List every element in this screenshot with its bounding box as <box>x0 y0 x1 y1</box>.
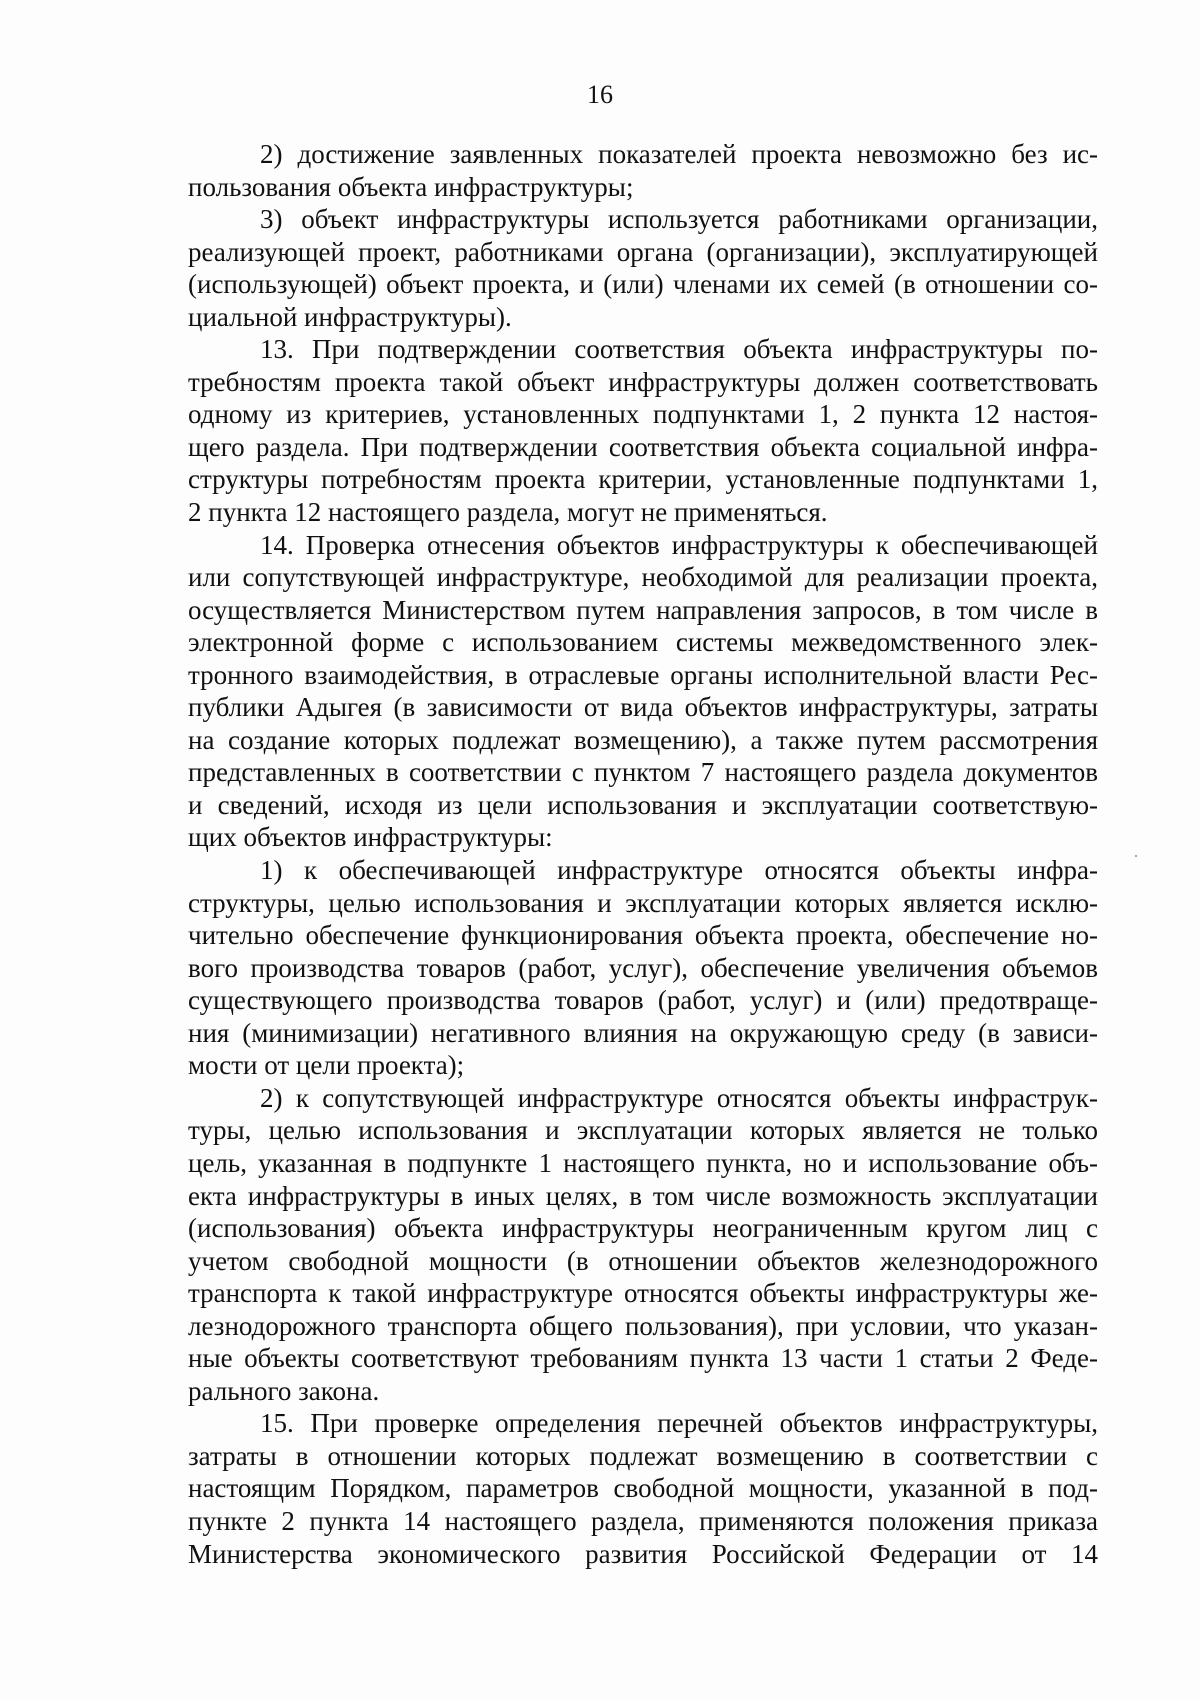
text-line: электронной форме с использованием системы межведомственного элек- <box>188 627 1098 658</box>
text-line: 2) к сопутствующей инфраструктуре относятся объекты инфраструк- <box>260 1082 1098 1113</box>
text-line: (использующей) объект проекта, и (или) членами их семей (в отношении со- <box>188 269 1098 300</box>
text-line: щего раздела. При подтверждении соответствия объекта социальной инфра- <box>188 431 1098 462</box>
text-line: 2) достижение заявленных показателей проекта невозможно без ис- <box>260 139 1098 169</box>
text-line: осуществляется Министерством путем направления запросов, в том числе в <box>188 594 1098 625</box>
text-line: лезнодорожного транспорта общего пользования), при условии, что указан- <box>188 1310 1098 1341</box>
text-line: транспорта к такой инфраструктуре относятся объекты инфраструктуры же- <box>188 1278 1098 1309</box>
text-line: или сопутствующей инфраструктуре, необходимой для реализации проекта, <box>188 562 1098 593</box>
text-line: структуры потребностям проекта критерии, установленные подпунктами 1, <box>188 464 1098 495</box>
text-line: одному из критериев, установленных подпунктами 1, 2 пункта 12 настоя- <box>188 399 1098 430</box>
text-line: (использования) объекта инфраструктуры неограниченным кругом лиц с <box>188 1213 1098 1244</box>
text-line: структуры, целью использования и эксплуатации которых является исклю- <box>188 887 1098 918</box>
text-line: мости от цели проекта); <box>188 1050 465 1081</box>
text-line: 3) объект инфраструктуры используется работниками организации, <box>260 204 1098 235</box>
text-line: учетом свободной мощности (в отношении объектов железнодорожного <box>188 1245 1098 1276</box>
text-line: 14. Проверка отнесения объектов инфраструктуры к обеспечивающей <box>260 529 1098 560</box>
text-line: цель, указанная в подпункте 1 настоящего пункта, но и использование объ- <box>188 1147 1098 1178</box>
text-line: 1) к обеспечивающей инфраструктуре относятся объекты инфра- <box>260 855 1098 886</box>
text-line: пользования объекта инфраструктуры; <box>188 171 634 202</box>
text-line: и сведений, исходя из цели использования и эксплуатации соответствую- <box>188 789 1098 820</box>
text-line: пункте 2 пункта 14 настоящего раздела, применяются положения приказа <box>188 1505 1098 1536</box>
text-line: екта инфраструктуры в иных целях, в том числе возможность эксплуатации <box>188 1180 1098 1211</box>
text-line: щих объектов инфраструктуры: <box>188 822 553 853</box>
text-line: Министерства экономического развития Российской Федерации от 14 <box>188 1538 1098 1569</box>
text-line: ния (минимизации) негативного влияния на окружающую среду (в зависи- <box>188 1017 1098 1048</box>
body-text <box>188 138 1098 1570</box>
text-line: представленных в соответствии с пунктом 7 настоящего раздела документов <box>188 757 1098 788</box>
scan-speck <box>1135 855 1137 857</box>
text-line: 2 пункта 12 настоящего раздела, могут не применяться. <box>188 497 828 528</box>
text-line: публики Адыгея (в зависимости от вида объектов инфраструктуры, затраты <box>188 692 1098 723</box>
text-line: существующего производства товаров (работ, услуг) и (или) предотвраще- <box>188 985 1098 1016</box>
text-line: 15. При проверке определения перечней объектов инфраструктуры, <box>260 1408 1098 1439</box>
text-line: рального закона. <box>188 1375 380 1406</box>
text-line: туры, целью использования и эксплуатации которых является не только <box>188 1115 1098 1146</box>
text-line: 13. При подтверждении соответствия объекта инфраструктуры по- <box>260 334 1098 365</box>
text-line: вого производства товаров (работ, услуг), обеспечение увеличения объемов <box>188 952 1098 983</box>
text-line: настоящим Порядком, параметров свободной мощности, указанной в под- <box>188 1473 1098 1504</box>
text-line: ные объекты соответствуют требованиям пункта 13 части 1 статьи 2 Феде- <box>188 1343 1098 1374</box>
text-line: реализующей проект, работниками органа (организации), эксплуатирующей <box>188 236 1098 267</box>
text-line: тронного взаимодействия, в отраслевые органы исполнительной власти Рес- <box>188 659 1098 690</box>
page-number: 16 <box>587 80 613 109</box>
text-line: чительно обеспечение функционирования объекта проекта, обеспечение но- <box>188 920 1098 951</box>
text-line: затраты в отношении которых подлежат возмещению в соответствии с <box>188 1440 1098 1471</box>
text-line: на создание которых подлежат возмещению), а также путем рассмотрения <box>188 724 1098 755</box>
text-line: требностям проекта такой объект инфраструктуры должен соответствовать <box>188 366 1098 397</box>
text-line: циальной инфраструктуры). <box>188 301 512 332</box>
